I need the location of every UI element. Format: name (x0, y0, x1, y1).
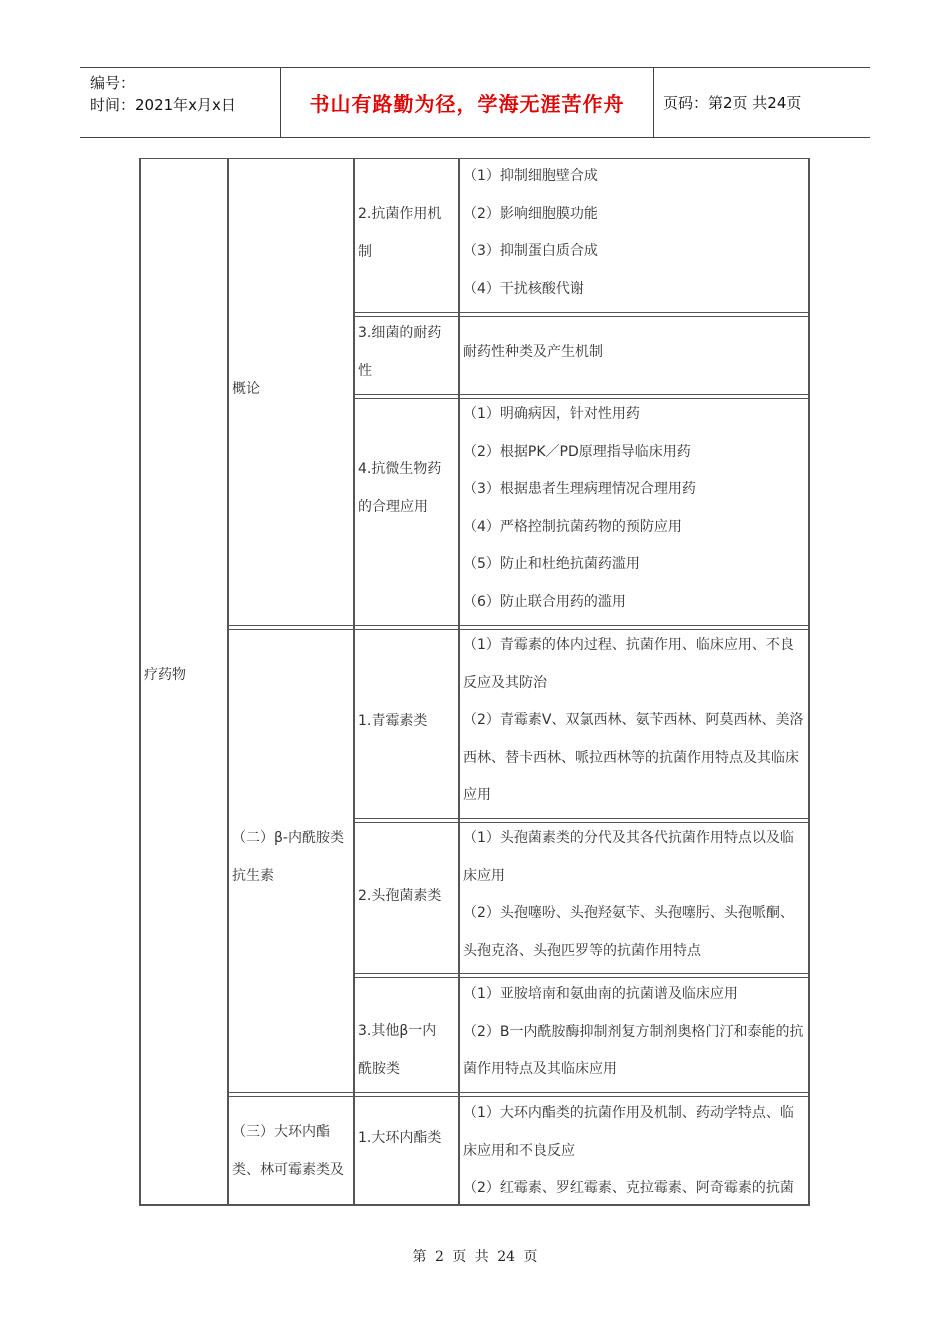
list-item: （2）根据PK／PD原理指导临床用药 (463, 443, 691, 460)
list-item: （6）防止联合用药的滥用 (463, 593, 626, 610)
topic-label: 2.头孢菌素类 (358, 888, 442, 904)
topic-items (463, 976, 805, 1089)
topic-items (463, 396, 696, 621)
topic-items (463, 1095, 805, 1204)
section-name: 概论 (232, 381, 260, 397)
list-item: （1）头孢菌素类的分代及其各代抗菌作用特点以及临床应用 (463, 830, 794, 884)
list-item: （5）防止和杜绝抗菌药滥用 (463, 556, 640, 572)
list-item: （2）头孢噻吩、头孢羟氨苄、头孢噻肟、头孢哌酮、头孢克洛、头孢匹罗等的抗菌作用特点 (463, 905, 794, 959)
time-label: 时间：2021年x月x日 (90, 96, 236, 114)
header-meta (80, 68, 281, 137)
topic-label: 3.细菌的耐药性 (358, 325, 442, 379)
header-page-info: 页码：第2页 共24页 (663, 94, 802, 112)
list-item: （1）明确病因，针对性用药 (463, 406, 640, 422)
topic-items (463, 627, 805, 815)
table-border-left (139, 158, 141, 1206)
topic-label: 1.青霉素类 (358, 713, 428, 729)
list-item: （1）亚胺培南和氨曲南的抗菌谱及临床应用 (463, 986, 738, 1002)
document-header (80, 67, 870, 138)
list-item: （4）严格控制抗菌药物的预防应用 (463, 518, 682, 535)
topic-label: 2.抗菌作用机制 (358, 206, 442, 260)
list-item: （3）根据患者生理病理情况合理用药 (463, 481, 696, 497)
page-footer: 第 2 页 共 24 页 (412, 1249, 538, 1265)
category-label: 疗药物 (144, 667, 186, 683)
column-divider (227, 158, 229, 1206)
list-item: （1）青霉素的体内过程、抗菌作用、临床应用、不良反应及其防治 (463, 637, 794, 691)
table-border-bottom (139, 1204, 810, 1206)
list-item: （4）干扰核酸代谢 (463, 280, 584, 297)
list-item: （2）红霉素、罗红霉素、克拉霉素、阿奇霉素的抗菌 (463, 1180, 794, 1196)
topic-items (463, 334, 603, 372)
list-item: （1）大环内酯类的抗菌作用及机制、药动学特点、临床应用和不良反应 (463, 1105, 794, 1159)
topic-items (463, 158, 598, 308)
topic-label: 1.大环内酯类 (358, 1130, 442, 1146)
header-motto: 书山有路勤为径，学海无涯苦作舟 (281, 68, 654, 137)
number-label: 编号： (90, 74, 136, 92)
topic-label: 4.抗微生物药的合理应用 (358, 461, 442, 515)
topic-items (463, 820, 805, 970)
topic-label: 3.其他β一内酰胺类 (358, 1023, 437, 1077)
list-item: 耐药性种类及产生机制 (463, 344, 603, 360)
list-item: （3）抑制蛋白质合成 (463, 243, 598, 259)
list-item: （2）B一内酰胺酶抑制剂复方制剂奥格门汀和泰能的抗菌作用特点及其临床应用 (463, 1023, 804, 1077)
list-item: （2）影响细胞膜功能 (463, 205, 598, 222)
section-name: （二）β-内酰胺类抗生素 (232, 830, 344, 884)
list-item: （2）青霉素V、双氯西林、氨苄西林、阿莫西林、美洛西林、替卡西林、哌拉西林等的抗菌作用特点及其临床应用 (463, 712, 804, 803)
list-item: （1）抑制细胞壁合成 (463, 168, 598, 184)
section-name: （三）大环内酯类、林可霉素类及 (232, 1124, 344, 1178)
